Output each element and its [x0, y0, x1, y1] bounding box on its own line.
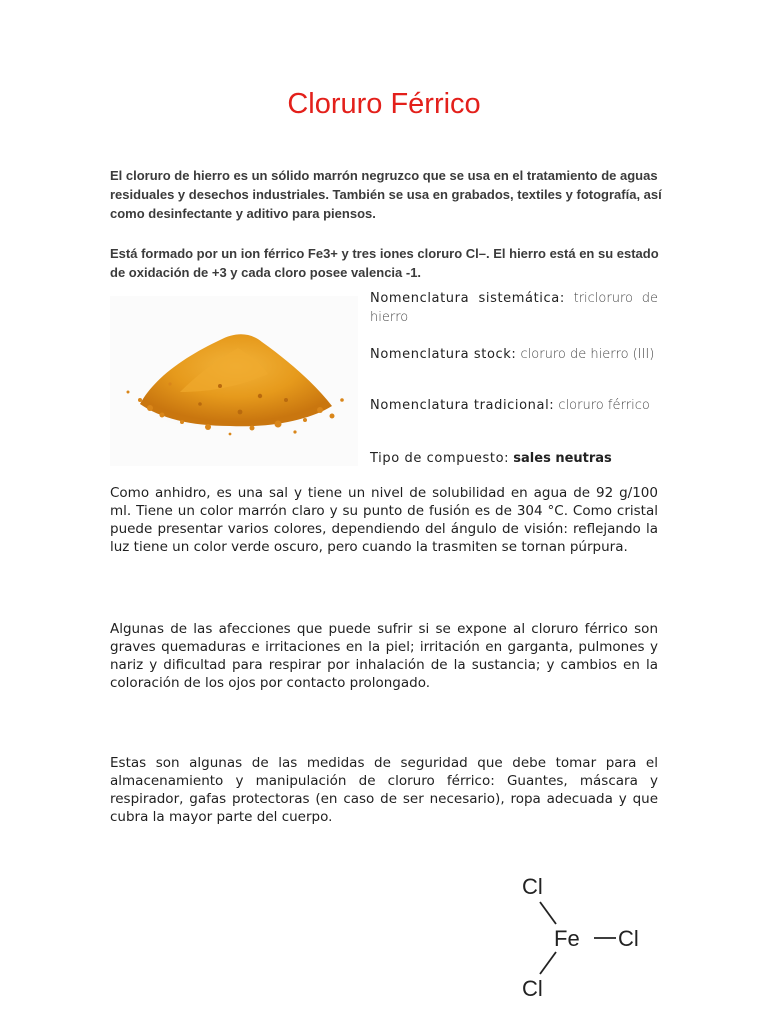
chlorine-atom-top: Cl [522, 874, 543, 899]
chlorine-atom-bottom: Cl [522, 976, 543, 1001]
compound-type-value: sales neutras [513, 451, 612, 466]
properties-paragraph: Como anhidro, es una sal y tiene un nivel de solubilidad en agua de 92 g/100 ml. Tiene un color marrón claro y su punto de fusión es de 304 °C. Como cristal puede presentar varios colores, dependiendo del ángulo de visión: reflejando la luz tiene un color verde oscuro, pero cuando la trasmiten se tornan púrpura. [110, 485, 658, 555]
bond-top [540, 902, 556, 924]
ferric-chloride-powder-image [110, 296, 358, 466]
nomenclature-value: tricloruro de hierro [370, 291, 659, 325]
page-title: Cloruro Férrico [287, 88, 481, 120]
nomenclature-traditional [370, 396, 658, 415]
composition-paragraph: Está formado por un ion férrico Fe3+ y tres iones cloruro Cl–. El hierro está en su estado de oxidación de +3 y cada cloro posee valencia -1. [110, 246, 659, 280]
safety-measures-paragraph: Estas son algunas de las medidas de seguridad que debe tomar para el almacenamiento y manipulación de cloruro férrico: Guantes, máscara y respirador, gafas protectoras (en caso de ser necesario), ropa adecuada y que cubra la mayor parte del cuerpo. [110, 755, 658, 825]
iron-atom: Fe [554, 926, 580, 951]
nomenclature-systematic [370, 289, 658, 327]
chlorine-atom-right: Cl [618, 926, 639, 951]
molecular-structure-diagram [508, 868, 668, 1008]
nomenclature-label: Nomenclatura stock: [370, 347, 517, 362]
nomenclature-label: Nomenclatura tradicional: [370, 398, 555, 413]
compound-type-label: Tipo de compuesto: [370, 451, 510, 466]
intro-paragraph: El cloruro de hierro es un sólido marrón negruzco que se usa en el tratamiento de aguas residuales y desechos industriales. También se usa en grabados, textiles y fotografía, así como desinfectante y aditivo para piensos. [110, 168, 662, 221]
nomenclature-label: Nomenclatura sistemática: [370, 291, 565, 306]
bond-bottom [540, 952, 556, 974]
nomenclature-stock [370, 345, 658, 364]
powder-pile-illustration [110, 296, 358, 466]
nomenclature-value: cloruro férrico [558, 398, 650, 413]
compound-type [370, 449, 658, 468]
nomenclature-value: cloruro de hierro (III) [520, 347, 655, 362]
health-effects-paragraph: Algunas de las afecciones que puede sufrir si se expone al cloruro férrico son graves quemaduras e irritaciones en la piel; irritación en garganta, pulmones y nariz y dificultad para respirar por inhalación de la sustancia; y cambios en la coloración de los ojos por contacto prolongado. [110, 621, 658, 691]
